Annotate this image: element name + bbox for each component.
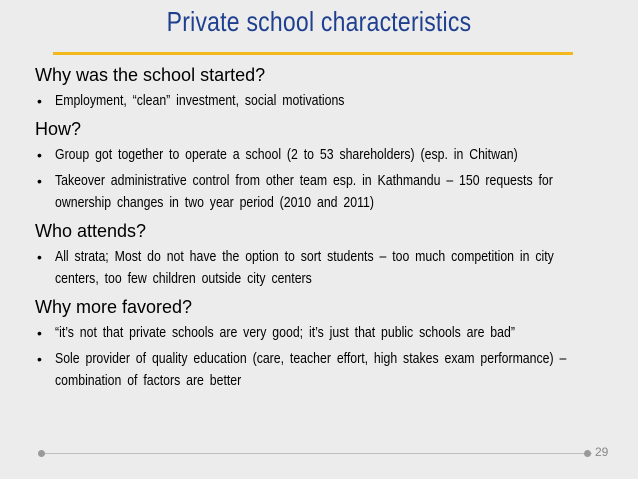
bullet-text: Employment, “clean” investment, social motivations <box>55 92 345 109</box>
bullet-icon: • <box>37 351 42 367</box>
section-heading: Who attends? <box>35 221 147 241</box>
bullet-icon: • <box>37 325 42 341</box>
footer-dot-left-icon <box>38 450 45 457</box>
bullet-icon: • <box>37 173 42 189</box>
bullet-text: “it’s not that private schools are very good; it’s just that public schools are bad” <box>55 324 515 341</box>
bullet-text: Group got together to operate a school (2 to 53 shareholders) (esp. in Chitwan) <box>55 146 518 163</box>
bullet-item <box>35 90 605 112</box>
bullet-text: Takeover administrative control from other team esp. in Kathmandu – 150 requests for ownership changes in two year period (2010 and 2011) <box>55 172 553 211</box>
title-underline <box>53 52 573 55</box>
section-heading: Why more favored? <box>35 297 193 317</box>
bullet-text: Sole provider of quality education (care, teacher effort, high stakes exam performance) – combination of factors are better <box>55 350 567 389</box>
footer-divider <box>38 453 592 454</box>
bullet-item <box>35 170 605 214</box>
bullet-icon: • <box>37 249 42 265</box>
slide-title: Private school characteristics <box>166 6 472 37</box>
bullet-text: All strata; Most do not have the option to sort students – too much competition in city centers, too few children outside city centers <box>55 248 554 287</box>
bullet-icon: • <box>37 147 42 163</box>
slide-content <box>35 62 605 396</box>
bullet-item <box>35 144 605 166</box>
section-heading: Why was the school started? <box>35 65 266 85</box>
bullet-item <box>35 348 605 392</box>
bullet-icon: • <box>37 93 42 109</box>
section-heading: How? <box>35 119 82 139</box>
bullet-item <box>35 322 605 344</box>
footer-dot-right-icon <box>584 450 591 457</box>
bullet-item <box>35 246 605 290</box>
page-number: 29 <box>595 445 609 459</box>
